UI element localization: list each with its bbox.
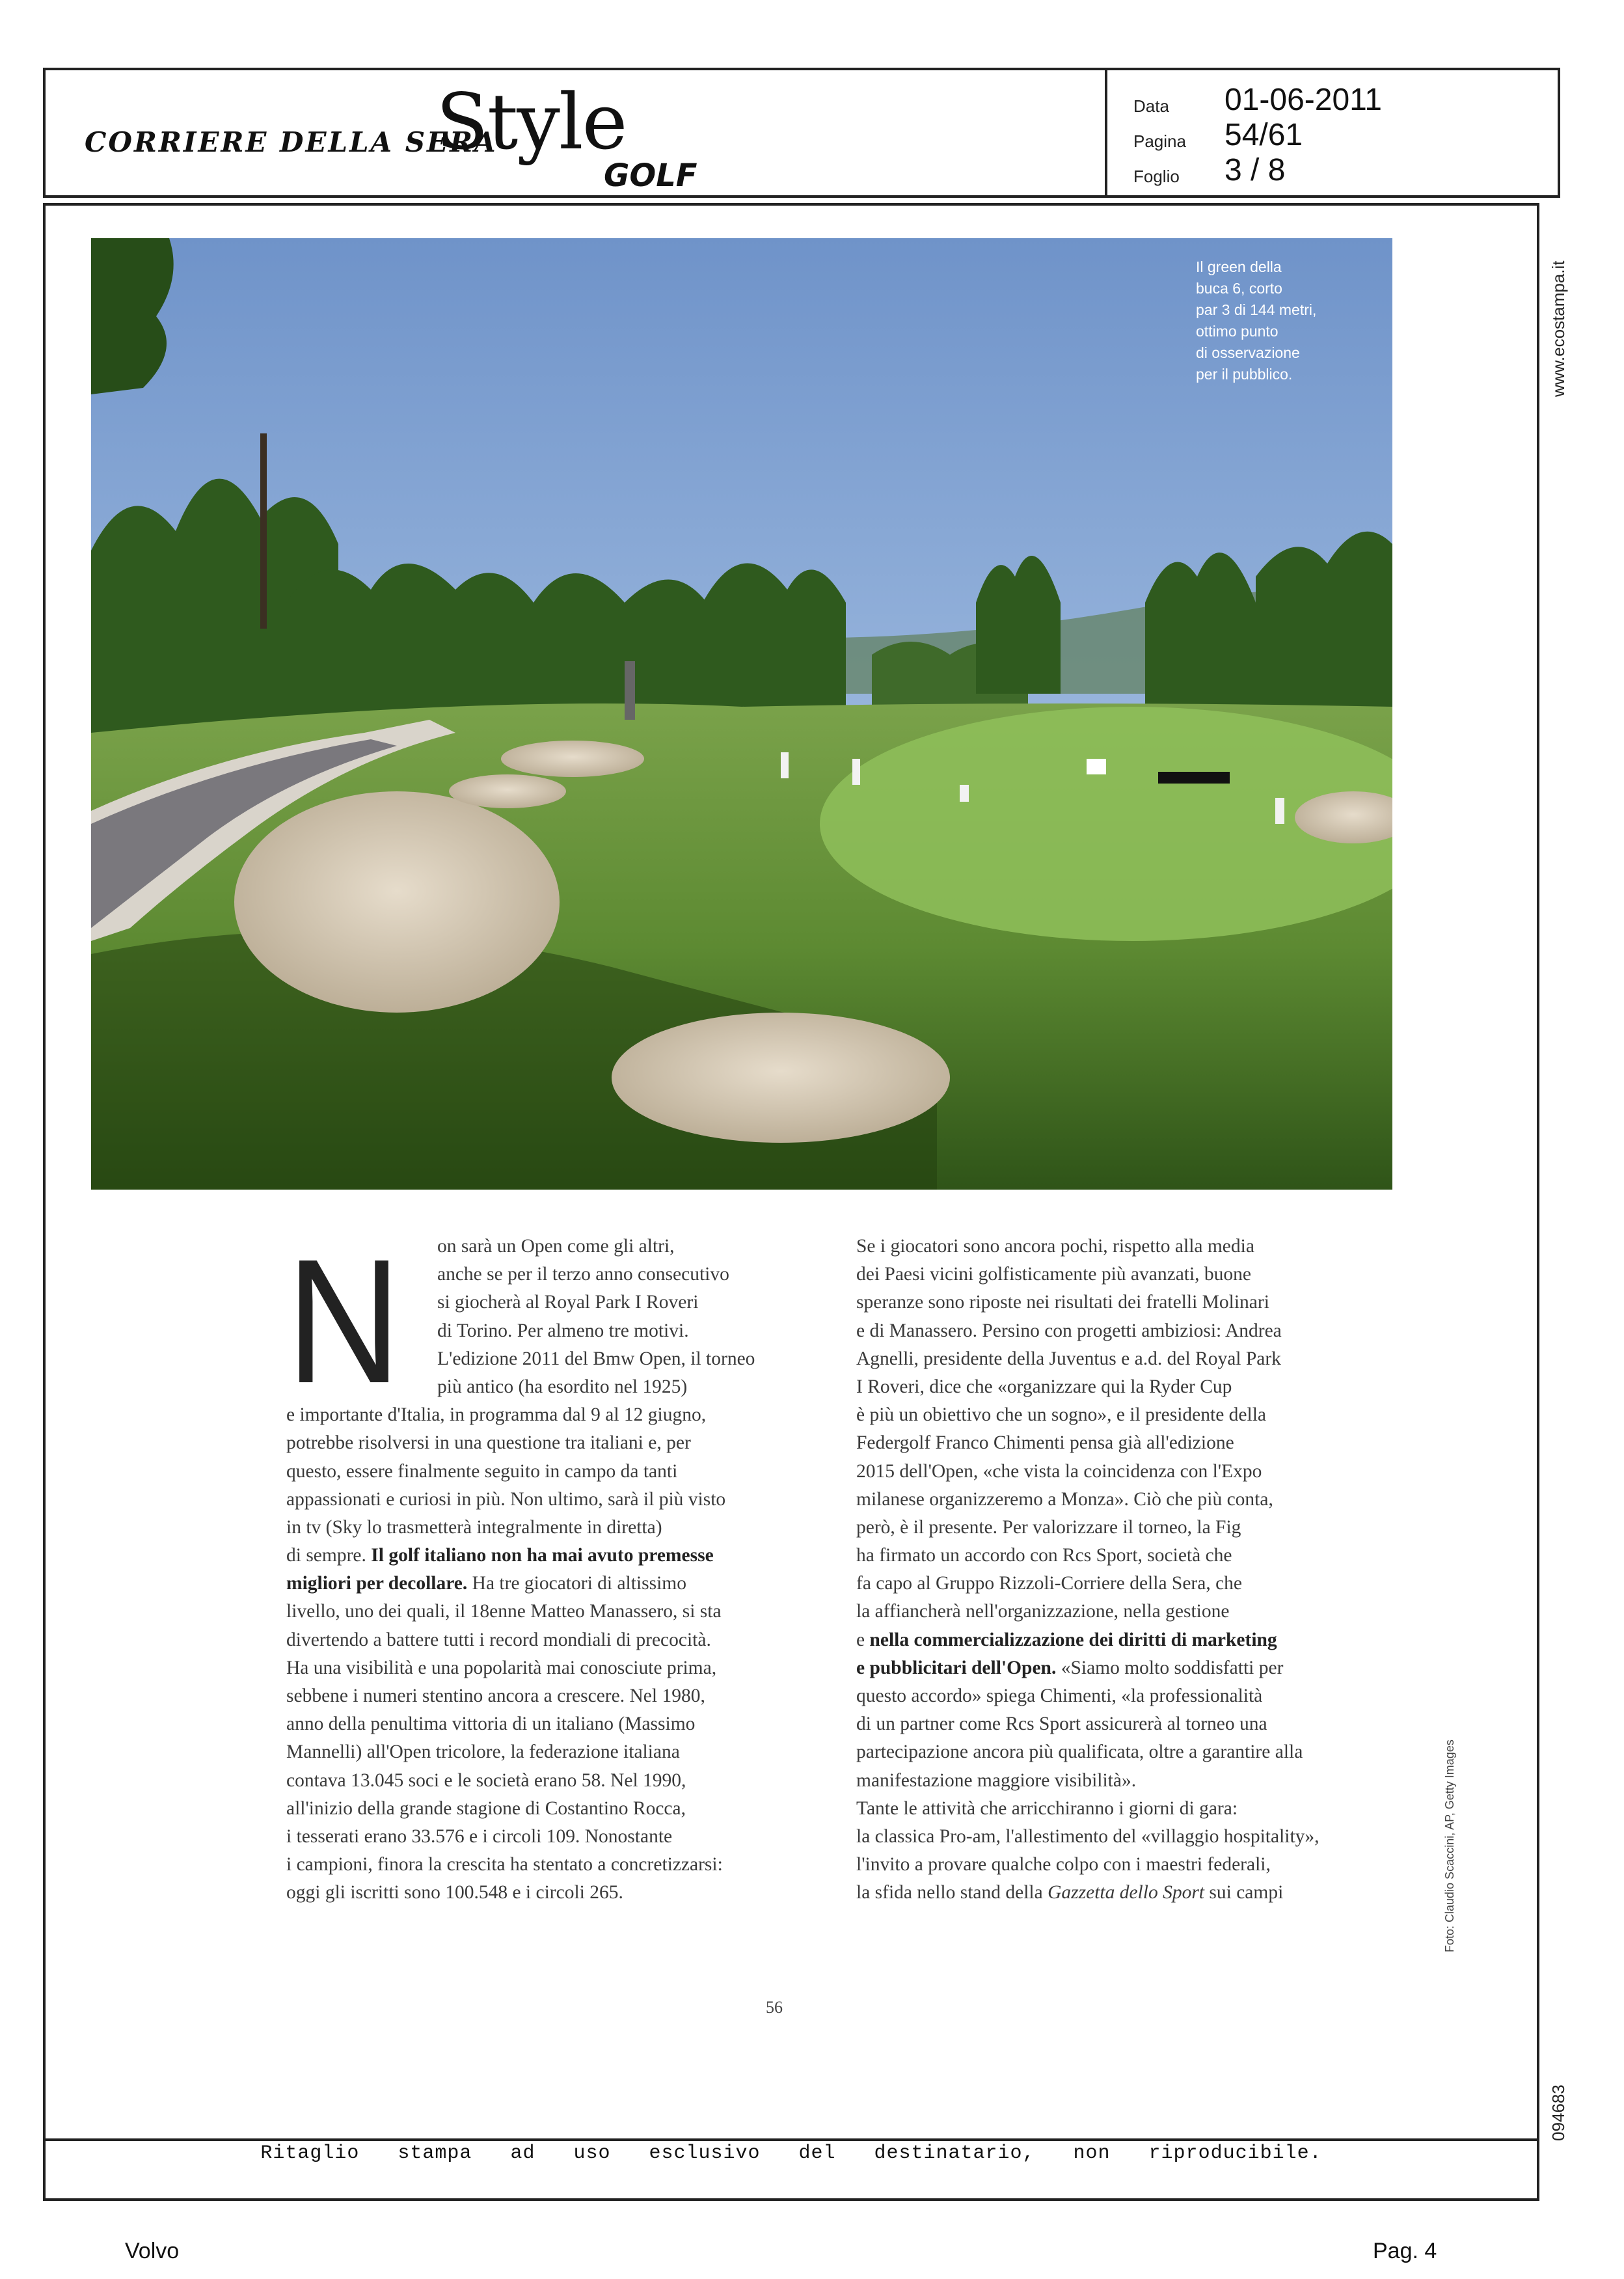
text-line: questo, essere finalmente seguito in campo da tanti — [286, 1460, 678, 1482]
text-segment: di sempre. — [286, 1545, 366, 1566]
text-line — [286, 1542, 826, 1570]
meta-data-label: Data — [1133, 96, 1169, 116]
text-line: livello, uno dei quali, il 18enne Matteo Manassero, si sta — [286, 1601, 722, 1622]
magazine-title: Style — [436, 77, 627, 167]
side-url-text: www.ecostampa.it — [1549, 260, 1568, 397]
caption-line: per il pubblico. — [1196, 366, 1293, 383]
footer-brand: Volvo — [125, 2239, 180, 2263]
text-line: Federgolf Franco Chimenti pensa già all'edizione — [856, 1432, 1234, 1454]
text-line: divertendo a battere tutti i record mondiali di precocità. — [286, 1629, 711, 1650]
article-column-left — [286, 1222, 826, 1907]
bold-text: e pubblicitari dell'Open. — [856, 1657, 1057, 1678]
text-line — [286, 1570, 826, 1598]
text-line: e nella commercializzazione dei diritti di marketing — [856, 1629, 1277, 1650]
text-line: dei Paesi vicini golfisticamente più avanzati, buone — [856, 1264, 1252, 1285]
footer-page: Pag. 4 — [1373, 2239, 1437, 2263]
text-line: ha firmato un accordo con Rcs Sport, società che — [856, 1545, 1232, 1566]
caption-line: buca 6, corto — [1196, 280, 1282, 297]
text-line: però, è il presente. Per valorizzare il torneo, la Fig — [856, 1516, 1241, 1538]
text-segment: «Siamo molto soddisfatti per — [1056, 1657, 1284, 1678]
text-line: potrebbe risolversi in una questione tra italiani e, per — [286, 1432, 691, 1454]
header-box — [43, 68, 1560, 198]
text-line: Agnelli, presidente della Juventus e a.d. del Royal Park — [856, 1348, 1281, 1369]
text-line: contava 13.045 soci e le società erano 58. Nel 1990, — [286, 1769, 686, 1791]
text-line: e di Manassero. Persino con progetti ambiziosi: Andrea — [856, 1320, 1282, 1341]
text-line: l'invito a provare qualche colpo con i maestri federali, — [856, 1854, 1271, 1876]
ritaglio-divider — [43, 2138, 1539, 2141]
meta-foglio-value: 3 / 8 — [1225, 153, 1286, 187]
masthead — [46, 70, 1107, 195]
side-code-text: 094683 — [1549, 2084, 1568, 2141]
page-number: 56 — [766, 1998, 783, 2017]
side-code — [1537, 2069, 1576, 2148]
meta-pagina-value: 54/61 — [1225, 118, 1303, 152]
text-line: la classica Pro-am, l'allestimento del «villaggio hospitality», — [856, 1825, 1320, 1847]
text-line: di un partner come Rcs Sport assicurerà al torneo una — [856, 1713, 1267, 1735]
text-line — [856, 1654, 1429, 1682]
bold-text: migliori per decollare. — [286, 1573, 468, 1594]
text-line: all'inizio della grande stagione di Costantino Rocca, — [286, 1797, 686, 1819]
text-line: I Roveri, dice che «organizzare qui la Ryder Cup — [856, 1376, 1232, 1397]
text-line: più antico (ha esordito nel 1925) — [437, 1376, 688, 1397]
bold-text: nella commercializzazione dei diritti di marketing — [869, 1629, 1277, 1650]
text-line: sebbene i numeri stentino ancora a crescere. Nel 1980, — [286, 1685, 705, 1706]
caption-line: par 3 di 144 metri, — [1196, 301, 1317, 318]
text-segment: la sfida nello stand della — [856, 1882, 1043, 1904]
clipping-meta — [1107, 70, 1558, 195]
text-line: appassionati e curiosi in più. Non ultimo, sarà il più visto — [286, 1488, 726, 1510]
italic-text: Gazzetta dello Sport — [1048, 1882, 1205, 1904]
text-line: Ha una visibilità e una popolarità mai conosciute prima, — [286, 1657, 717, 1678]
text-line: anche se per il terzo anno consecutivo — [437, 1264, 729, 1285]
text-line: on sarà un Open come gli altri, — [437, 1236, 675, 1257]
text-line: speranze sono riposte nei risultati dei fratelli Molinari — [856, 1292, 1269, 1313]
text-line: di Torino. Per almeno tre motivi. — [437, 1320, 689, 1341]
text-line: si giocherà al Royal Park I Roveri — [437, 1292, 699, 1313]
drop-cap: N — [286, 1222, 401, 1420]
text-line — [856, 1879, 1429, 1907]
caption-line: ottimo punto — [1196, 323, 1279, 340]
meta-data-value: 01-06-2011 — [1225, 83, 1382, 117]
publisher-name: CORRIERE DELLA SERA — [85, 126, 498, 158]
text-line: partecipazione ancora più qualificata, oltre a garantire alla — [856, 1741, 1303, 1763]
caption-line: di osservazione — [1196, 344, 1300, 361]
photo-credit-text: Foto: Claudio Scaccini, AP, Getty Images — [1443, 1740, 1456, 1952]
side-url — [1537, 221, 1576, 403]
text-line: è più un obiettivo che un sogno», e il presidente della — [856, 1404, 1267, 1426]
text-line: L'edizione 2011 del Bmw Open, il torneo — [437, 1348, 755, 1369]
meta-foglio-label: Foglio — [1133, 167, 1180, 186]
text-line: Mannelli) all'Open tricolore, la federazione italiana — [286, 1741, 680, 1763]
photo-caption — [1196, 256, 1385, 385]
text-line: questo accordo» spiega Chimenti, «la professionalità — [856, 1685, 1263, 1706]
ritaglio-notice: Ritaglio stampa ad uso esclusivo del destinatario, non riproducibile. — [260, 2142, 1322, 2164]
text-line: Se i giocatori sono ancora pochi, rispetto alla media — [856, 1236, 1254, 1257]
text-line: anno della penultima vittoria di un italiano (Massimo — [286, 1713, 696, 1735]
caption-line: Il green della — [1196, 258, 1282, 275]
text-line: e importante d'Italia, in programma dal 9 al 12 giugno, — [286, 1404, 707, 1426]
article-column-right — [856, 1233, 1429, 1907]
text-line: 2015 dell'Open, «che vista la coincidenza con l'Expo — [856, 1460, 1262, 1482]
text-segment: Ha tre giocatori di altissimo — [467, 1573, 686, 1594]
text-line: fa capo al Gruppo Rizzoli-Corriere della Sera, che — [856, 1573, 1243, 1594]
bold-text: Il golf italiano non ha mai avuto premesse — [371, 1545, 714, 1566]
text-line: la affiancherà nell'organizzazione, nella gestione — [856, 1601, 1230, 1622]
text-line: oggi gli iscritti sono 100.548 e i circoli 265. — [286, 1882, 623, 1904]
text-line: i tesserati erano 33.576 e i circoli 109. Nonostante — [286, 1825, 673, 1847]
meta-pagina-label: Pagina — [1133, 131, 1186, 151]
section-title: GOLF — [604, 157, 697, 194]
text-line: in tv (Sky lo trasmetterà integralmente in diretta) — [286, 1516, 662, 1538]
photo-credit — [1438, 1672, 1464, 1959]
text-line: Tante le attività che arricchiranno i giorni di gara: — [856, 1797, 1238, 1819]
text-segment: sui campi — [1204, 1882, 1284, 1904]
text-line: manifestazione maggiore visibilità». — [856, 1769, 1137, 1791]
text-line: milanese organizzeremo a Monza». Ciò che più conta, — [856, 1488, 1273, 1510]
text-line: i campioni, finora la crescita ha stentato a concretizzarsi: — [286, 1854, 723, 1876]
